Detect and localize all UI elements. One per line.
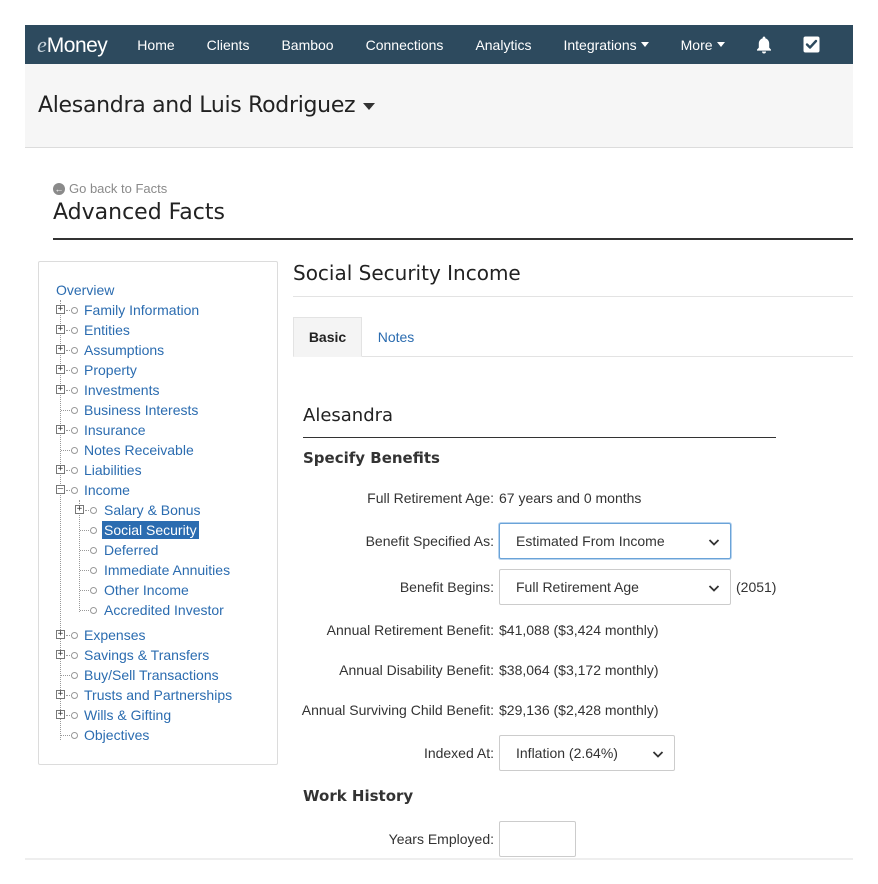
sidebar-item-wills-gifting[interactable]: Wills & Gifting [84,707,172,723]
node-icon [90,587,97,594]
child-benefit-value: $29,136 ($2,428 monthly) [499,702,659,718]
sidebar-item-buy-sell-transactions[interactable]: Buy/Sell Transactions [84,667,219,683]
nav-connections[interactable]: Connections [365,36,444,53]
node-icon [71,407,78,414]
sidebar-item-savings-transfers[interactable]: Savings & Transfers [84,647,210,663]
node-icon [71,327,78,334]
child-benefit-label: Annual Surviving Child Benefit: [301,702,494,718]
node-icon [90,527,97,534]
expand-icon[interactable]: + [57,304,64,314]
node-icon [71,712,78,719]
sidebar-item-other-income[interactable]: Other Income [104,582,189,598]
node-icon [90,547,97,554]
expand-icon[interactable]: + [57,384,64,394]
years-employed-input[interactable] [499,821,576,857]
retirement-benefit-label: Annual Retirement Benefit: [326,622,494,638]
sidebar-item-property[interactable]: Property [84,362,137,378]
tab-basic[interactable]: Basic [293,317,362,357]
sidebar-item-investments[interactable]: Investments [84,382,160,398]
back-to-facts-link[interactable] [53,181,167,196]
checkbox-icon [803,36,820,53]
sidebar-item-objectives[interactable]: Objectives [84,727,150,743]
node-icon [71,672,78,679]
node-icon [90,567,97,574]
sidebar-item-expenses[interactable]: Expenses [84,627,146,643]
nav-clients[interactable]: Clients [206,36,250,53]
top-nav [25,25,853,64]
node-icon [71,632,78,639]
disability-benefit-label: Annual Disability Benefit: [339,662,494,678]
section-divider [293,296,853,297]
node-icon [71,387,78,394]
retirement-benefit-value: $41,088 ($3,424 monthly) [499,622,659,638]
expand-icon[interactable]: + [57,629,64,639]
sidebar-item-deferred[interactable]: Deferred [104,542,159,558]
sidebar-item-social-security[interactable]: Social Security [104,522,197,538]
node-icon [71,732,78,739]
caret-down-icon [717,42,725,47]
page-title: Advanced Facts [53,200,225,225]
emoney-logo[interactable]: e Money [37,31,108,57]
sidebar-item-liabilities[interactable]: Liabilities [84,462,142,478]
notifications-button[interactable] [741,25,788,64]
node-icon [71,347,78,354]
tasks-button[interactable] [788,25,835,64]
node-icon [71,467,78,474]
benefit-specified-select[interactable] [499,523,731,559]
tab-notes[interactable]: Notes [377,329,415,345]
expand-icon[interactable]: + [57,689,64,699]
expand-icon[interactable]: + [57,649,64,659]
client-name: Alesandra and Luis Rodriguez [38,93,356,118]
indexed-at-label: Indexed At: [423,745,494,761]
specify-benefits-heading: Specify Benefits [303,449,440,467]
client-header [25,64,853,148]
sidebar-item-salary-bonus[interactable]: Salary & Bonus [104,502,201,518]
person-divider [303,437,776,438]
node-icon [71,367,78,374]
fra-value: 67 years and 0 months [499,490,642,506]
title-divider [53,238,853,240]
person-name: Alesandra [303,405,394,426]
expand-icon[interactable]: + [57,464,64,474]
indexed-at-value: Inflation (2.64%) [516,745,618,761]
sidebar-item-trusts-partnerships[interactable]: Trusts and Partnerships [84,687,233,703]
nav-more-label: More [680,36,713,53]
client-selector[interactable] [38,93,375,118]
work-history-heading: Work History [303,787,414,805]
disability-benefit-value: $38,064 ($3,172 monthly) [499,662,659,678]
nav-analytics[interactable]: Analytics [475,36,532,53]
chevron-down-icon [708,582,720,594]
years-employed-label: Years Employed: [388,831,494,847]
caret-down-icon [363,103,375,110]
benefit-begins-label: Benefit Begins: [399,579,494,595]
benefit-specified-label: Benefit Specified As: [365,533,494,549]
node-icon [71,447,78,454]
sidebar-item-accredited-investor[interactable]: Accredited Investor [104,602,224,618]
benefit-begins-select[interactable] [499,569,731,605]
sidebar-item-insurance[interactable]: Insurance [84,422,146,438]
expand-icon[interactable]: + [57,364,64,374]
sidebar-item-entities[interactable]: Entities [84,322,130,338]
node-icon [71,307,78,314]
page-bottom-edge [25,858,853,860]
tree-line [79,500,80,612]
sidebar-item-family-information[interactable]: Family Information [84,302,200,318]
bell-icon [755,35,773,54]
node-icon [71,487,78,494]
chevron-down-icon [708,536,720,548]
node-icon [90,507,97,514]
expand-icon[interactable]: + [57,324,64,334]
benefit-begins-year: (2051) [736,579,777,595]
sidebar-item-overview[interactable]: Overview [56,282,115,298]
nav-integrations-label: Integrations [563,36,637,53]
benefit-specified-value: Estimated From Income [516,533,665,549]
chevron-down-icon [652,748,664,760]
expand-icon[interactable]: + [57,344,64,354]
fra-label: Full Retirement Age: [367,490,494,506]
caret-down-icon [641,42,649,47]
nav-integrations[interactable] [547,25,664,64]
expand-icon[interactable]: + [57,424,64,434]
circle-arrow-left-icon: ← [54,183,64,194]
expand-icon[interactable]: + [57,709,64,719]
benefit-begins-value: Full Retirement Age [516,579,639,595]
expand-icon[interactable]: + [76,504,83,514]
node-icon [71,692,78,699]
back-link-label: Go back to Facts [69,181,168,196]
sidebar-item-assumptions[interactable]: Assumptions [84,342,165,358]
collapse-icon[interactable]: – [57,484,64,494]
nav-home[interactable]: Home [137,36,175,53]
indexed-at-select[interactable] [499,735,675,771]
node-icon [90,607,97,614]
node-icon [71,427,78,434]
node-icon [71,652,78,659]
sidebar-item-business-interests[interactable]: Business Interests [84,402,199,418]
sidebar-item-immediate-annuities[interactable]: Immediate Annuities [104,562,231,578]
section-title: Social Security Income [293,261,521,285]
sidebar-item-income[interactable]: Income [84,482,130,498]
sidebar-item-notes-receivable[interactable]: Notes Receivable [84,442,194,458]
nav-bamboo[interactable]: Bamboo [281,36,334,53]
nav-more[interactable] [665,25,741,64]
